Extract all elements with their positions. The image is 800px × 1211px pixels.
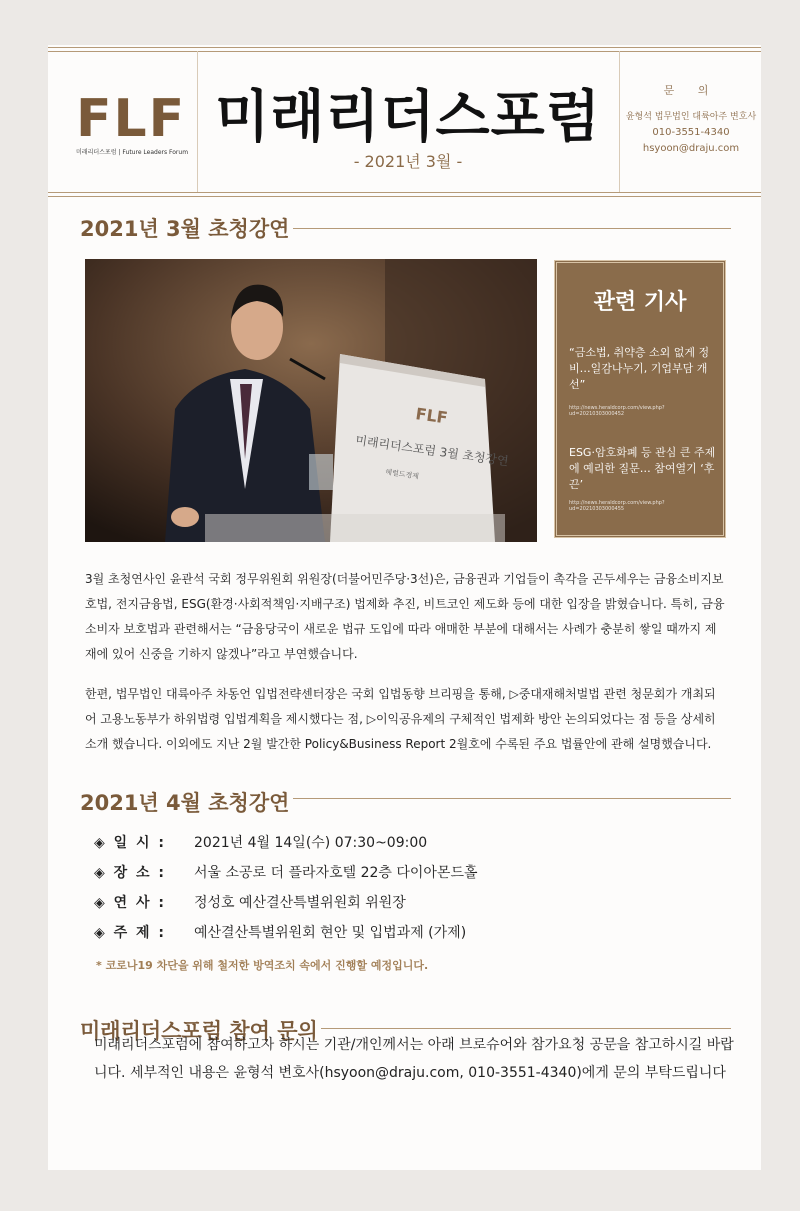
event-topic-label: ◈ 주 제 :	[94, 925, 167, 941]
podium-sub: 헤럴드경제	[384, 468, 420, 481]
event-speaker-row	[94, 892, 406, 912]
inquiry-text: 미래리더스포럼에 참여하고자 하시는 기관/개인께서는 아래 브로슈어와 참가요청 공문을 참고하시길 바랍니다. 세부적인 내용은 윤형석 변호사(hsyoon@draju.com, 010-3551-4340)에게 문의 부탁드립니다	[94, 1037, 734, 1081]
article-link-1[interactable]: “금소법, 취약층 소외 없게 정비…일감나누기, 기업부담 개선”	[569, 346, 710, 391]
section-april-title: 2021년 4월 초청강연	[80, 791, 290, 815]
newsletter-title: 미래리더스포럼	[215, 85, 601, 150]
event-topic-value: 예산결산특별위원회 현안 및 입법과제 (가제)	[194, 925, 467, 941]
section-inquiry-title: 미래리더스포럼 참여 문의	[80, 1019, 318, 1043]
article-url-1[interactable]: http://news.heraldcorp.com/view.php?ud=20210303000452	[569, 405, 665, 417]
covid-note: * 코로나19 차단을 위해 철저한 방역조치 속에서 진행할 예정입니다.	[96, 959, 429, 972]
section-march-rule	[293, 228, 731, 229]
contact-label: 문 의	[663, 84, 719, 97]
podium-logo: FLF	[414, 404, 449, 428]
top-border-inner	[48, 51, 761, 52]
article-url-2[interactable]: http://news.heraldcorp.com/view.php?ud=20210303000455	[569, 500, 665, 512]
contact-name: 윤형석 법무법인 대륙아주 변호사	[625, 112, 757, 122]
logo-mark: FLF	[76, 89, 187, 149]
event-venue-row	[94, 862, 478, 882]
article-link-2[interactable]: ESG·암호화폐 등 관심 큰 주제에 예리한 질문… 참여열기 ‘후끈’	[569, 446, 716, 491]
issue-date: - 2021년 3월 -	[353, 152, 463, 171]
top-border	[48, 47, 761, 48]
header-bottom-border-inner	[48, 196, 761, 197]
march-paragraph-1: 3월 초청연사인 윤관석 국회 정무위원회 위원장(더불어민주당·3선)은, 금융권과 기업들이 촉각을 곤두세우는 금융소비지보호법, 전지금융법, ESG(환경·사회적책임·지배구조) 법제화 추진, 비트코인 제도화 등에 대한 입장을 밝혔습니다. 특히, 금융소비자 보호법과 관련해서는 “금융당국이 새로운 법규 도입에 따라 애매한 부분에 대해서는 사례가 충분히 쌓일 때까지 제재에 있어 신중을 기하지 않겠나”라고 부연했습니다.	[85, 572, 725, 661]
speaker-photo-illustration	[85, 259, 537, 542]
speaker-photo	[85, 259, 537, 542]
section-april-rule	[293, 798, 731, 799]
contact-phone: 010-3551-4340	[652, 127, 730, 138]
header-bottom-border	[48, 192, 761, 193]
logo-subtitle: 미래리더스포럼 | Future Leaders Forum	[76, 149, 189, 156]
event-speaker-label: ◈ 연 사 :	[94, 895, 167, 911]
header-divider-right	[619, 51, 620, 192]
event-date-value: 2021년 4월 14일(수) 07:30~09:00	[194, 835, 428, 851]
march-paragraph-2: 한편, 법무법인 대륙아주 차동언 입법전략센터장은 국회 입법동향 브리핑을 통해, ▷중대재해처벌법 관련 청문회가 개최되어 고용노동부가 하위법령 입법계획을 제시했다는 점, ▷이익공유제의 구체적인 법제화 방안 논의되었다는 점 등을 상세히 소개 했습니다. 이외에도 지난 2월 발간한 Policy&Business Report 2월호에 수록된 주요 법률안에 관해 설명했습니다.	[85, 687, 716, 751]
event-venue-value: 서울 소공로 더 플라자호텔 22층 다이아몬드홀	[194, 865, 478, 881]
event-venue-label: ◈ 장 소 :	[94, 865, 167, 881]
related-articles-box	[554, 260, 726, 538]
contact-email[interactable]: hsyoon@draju.com	[642, 143, 740, 154]
newsletter-page	[48, 45, 761, 1170]
event-speaker-value: 정성호 예산결산특별위원회 위원장	[194, 895, 406, 911]
contact-box	[621, 83, 761, 157]
event-date-label: ◈ 일 시 :	[94, 835, 167, 851]
flf-logo	[76, 89, 191, 156]
event-date-row	[94, 832, 427, 852]
section-march-title: 2021년 3월 초청강연	[80, 217, 290, 241]
section-inquiry-rule	[321, 1028, 731, 1029]
event-topic-row	[94, 922, 466, 942]
podium-text: 미래리더스포럼 3월 초청강연	[354, 433, 510, 469]
related-articles-title: 관련 기사	[593, 290, 687, 315]
